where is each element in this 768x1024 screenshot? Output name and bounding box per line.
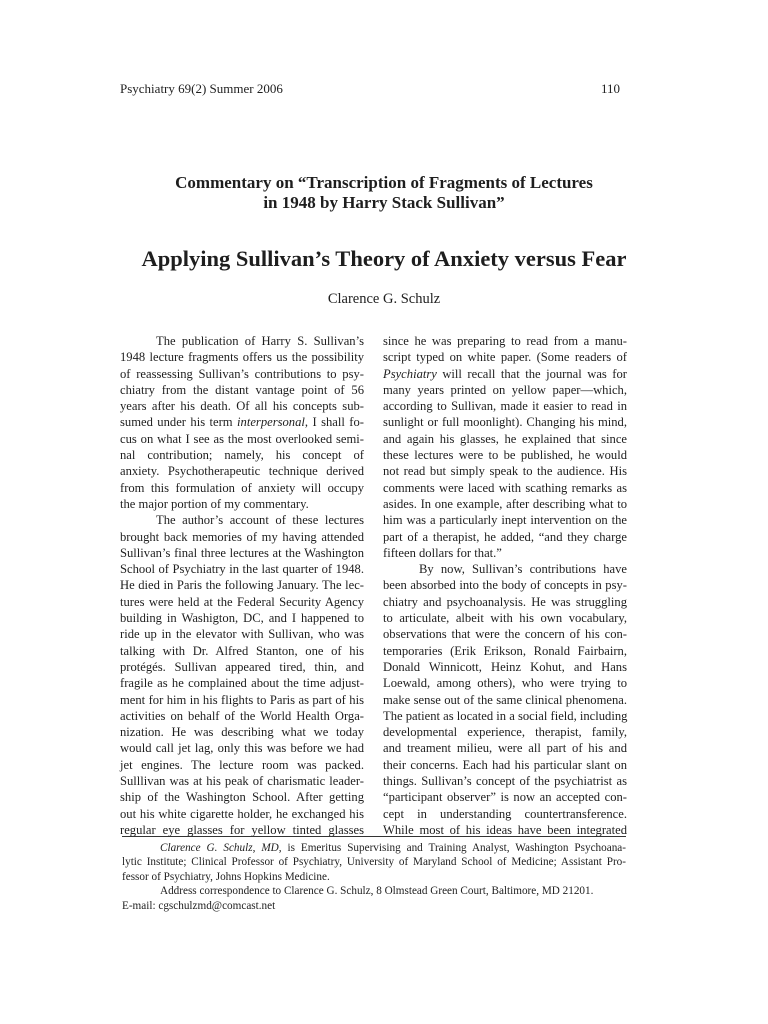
text-line: sumed under his term interpersonal, I shall fo- (120, 415, 364, 430)
text-line: from this formulation of anxiety will occupy (120, 480, 364, 495)
body-column-left (120, 333, 364, 838)
text-line: sunlight or full moonlight). Changing his mind, (383, 415, 627, 430)
text-line: the major portion of my commentary. (120, 496, 309, 511)
text-line: fragile as he complained about the time adjust- (120, 676, 364, 691)
text-line: He died in Paris the following January. The lec- (120, 578, 364, 593)
text-line: cus on what I see as the most overlooked semi- (120, 431, 364, 446)
text-line: asides. In one example, after describing what to (383, 496, 627, 511)
text-line: protégés. Sullivan appeared tired, thin, and (120, 659, 364, 674)
text-line: By now, Sullivan’s contributions have (419, 562, 627, 577)
text-line: to articulate, albeit with his own vocabulary, (383, 611, 627, 626)
text-line: not read but simply speak to the audience. His (383, 464, 627, 479)
text-line: talking with Dr. Alfred Stanton, one of his (120, 643, 364, 658)
text-line: The author’s account of these lectures (156, 513, 364, 528)
text-line: since he was preparing to read from a manu- (383, 334, 627, 348)
text-line: years after his death. Of all his concepts sub- (120, 399, 364, 414)
text-line: make sense out of the same clinical phenomena. (383, 692, 627, 707)
text-line: Sulllivan was at his peak of charismatic leader- (120, 774, 364, 789)
text-line: developmental experience, therapist, family, (383, 725, 627, 740)
text-line: ship of the Washington School. After getting (120, 790, 364, 805)
text-line: and again his glasses, he explained that since (383, 431, 627, 446)
text-line: nization. He was describing what we today (120, 725, 364, 740)
text-line: of reassessing Sullivan’s contributions to psy- (120, 366, 364, 381)
body-column-right (383, 333, 627, 838)
text-line: ride up in the elevator with Sullivan, who was (120, 627, 364, 642)
text-line: part of a therapist, he added, “and they charge (383, 529, 627, 544)
text-line: these lectures were to be published, he would (383, 448, 627, 463)
text-line: activities on behalf of the World Health Orga- (120, 708, 364, 723)
text-line: temporaries (Erik Erikson, Ronald Fairbairn, (383, 643, 627, 658)
footnote-line: Clarence G. Schulz, MD, is Emeritus Supervising and Training Analyst, Washington Psychoana- (160, 842, 626, 854)
text-line: brought back memories of my having attended (120, 529, 364, 544)
commentary-title (100, 173, 668, 213)
text-line: nal contribution; namely, his concept of (120, 448, 364, 463)
author-byline: Clarence G. Schulz (327, 291, 441, 307)
text-line: him was a particularly inept intervention on the (383, 513, 627, 528)
text-line: Psychiatry will recall that the journal was for (383, 366, 627, 381)
text-line: their concerns. Each had his particular slant on (383, 757, 627, 772)
footnote-divider (122, 836, 626, 837)
footnote-line: Address correspondence to Clarence G. Schulz, 8 Olmstead Green Court, Baltimore, MD 21201. (160, 885, 594, 898)
text-line: according to Sullivan, made it easier to read in (383, 399, 627, 414)
text-line: While most of his ideas have been integrated (383, 822, 627, 837)
running-head (120, 81, 620, 97)
commentary-title-line: in 1948 by Harry Stack Sullivan” (263, 193, 505, 212)
journal-citation: Psychiatry 69(2) Summer 2006 (120, 81, 283, 96)
text-line: Loewald, among others), who were trying to (383, 676, 627, 691)
text-line: out his white cigarette holder, he exchanged his (120, 806, 364, 821)
author-footnote (122, 841, 626, 913)
footnote-line: lytic Institute; Clinical Professor of Psychiatry, University of Maryland School of Medicine; Assistant Pro- (122, 856, 626, 869)
text-line: building in Washigton, DC, and I happened to (120, 611, 364, 626)
page-number: 110 (600, 81, 620, 96)
text-line: script typed on white paper. (Some readers of (383, 350, 627, 365)
text-line: many years printed on yellow paper—which, (383, 382, 627, 397)
text-line: Sullivan’s final three lectures at the Washington (120, 545, 364, 560)
text-line: anxiety. Psychotherapeutic technique derived (120, 464, 364, 479)
text-line: “participant observer” is now an accepted con- (383, 790, 627, 805)
text-line: fifteen dollars for that.” (383, 545, 502, 560)
text-line: 1948 lecture fragments offers us the possibility (120, 350, 364, 365)
text-line: chiatry and psychoanalysis. He was struggling (383, 594, 627, 609)
text-line: been absorbed into the body of concepts in psy- (383, 578, 627, 593)
text-line: School of Psychiatry in the last quarter of 1948. (120, 562, 364, 577)
text-line: The publication of Harry S. Sullivan’s (156, 334, 364, 348)
article-title: Applying Sullivan’s Theory of Anxiety versus Fear (141, 246, 627, 271)
text-line: ment for him in his flights to Paris as part of his (120, 692, 364, 707)
text-line: Donald Winnicott, Heinz Kohut, and Hans (383, 659, 627, 674)
text-line: observations that were the concern of his con- (383, 627, 627, 642)
commentary-title-line: Commentary on “Transcription of Fragments of Lectures (175, 173, 593, 192)
text-line: chiatry from the distant vantage point of 56 (120, 382, 364, 397)
text-line: would call jet lag, only this was before we had (120, 741, 364, 756)
text-line: comments were laced with scathing remarks as (383, 480, 627, 495)
text-line: things. Sullivan’s concept of the psychiatrist as (383, 774, 627, 789)
footnote-line: E-mail: cgschulzmd@comcast.net (122, 899, 276, 912)
text-line: regular eye glasses for yellow tinted glasses (120, 822, 364, 837)
text-line: cept in understanding countertransference. (383, 806, 627, 821)
footnote-line: fessor of Psychiatry, Johns Hopkins Medicine. (122, 870, 330, 883)
text-line: The patient as located in a social field, including (383, 708, 628, 723)
text-line: tures were held at the Federal Security Agency (120, 594, 364, 609)
text-line: jet engines. The lecture room was packed. (120, 757, 364, 772)
text-line: and treament milieu, were all part of his and (383, 741, 627, 756)
